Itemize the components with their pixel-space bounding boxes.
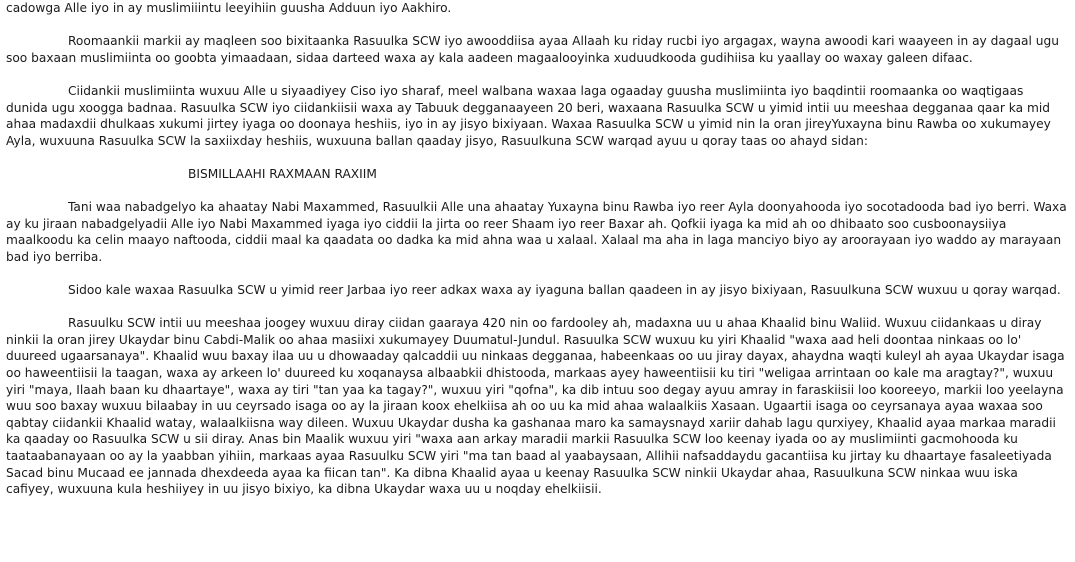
bismillah-heading: BISMILLAAHI RAXMAAN RAXIIM [188,166,377,181]
paragraph-continuation: cadowga Alle iyo in ay muslimiiintu leeyihiin guusha Adduun iyo Aakhiro. [6,1,452,15]
paragraph-treaty-text: Tani waa nabadgelyo ka ahaatay Nabi Maxammed, Rasuulkii Alle una ahaatay Yuxayna binu Rawba iyo reer Ayla doonyahooda iyo socotadooda bad iyo berri. Waxa ay ku jiraan nabadgelyadii Alle iyo Nabi Maxammed iyaga iyo ciddii la jirta oo reer Shaam iyo reer Baxar ah. Qofkii iyaga ka mid ah oo dhibaato soo cusboonaysiiya maalkoodu ka celin maayo naftooda, ciddii maal ka qaadata oo dadka ka mid ahna waa u xalaal. Xalaal ma aha in laga manciyo biyo ay aroorayaan iyo waddo ay marayaan bad iyo berriba. [6,200,1067,264]
paragraph-romans: Roomaankii markii ay maqleen soo bixitaanka Rasuulka SCW iyo awooddiisa ayaa Allaah ku riday rucbi iyo argagax, wayna awoodi kari waayeen in ay dagaal ugu soo baxaan muslimiinta oo goobta yimaadaan, sidaa darteed waxa ay kala aadeen magaalooyinka xuduudkooda gudihiisa ku yaallay oo waxay galeen difaac. [6,34,1059,65]
paragraph-muslim-army: Ciidankii muslimiinta wuxuu Alle u siyaadiyey Ciso iyo sharaf, meel walbana waxaa laga ogaaday guusha muslimiinta iyo baqdintii roomaanka oo waqtigaas dunida ugu xoogga badnaa. Rasuulka SCW iyo ciidankiisii waxa ay Tabuuk degganaayeen 20 beri, waxaana Rasuulka SCW u yimid intii uu meeshaa degganaa qaar ka mid ahaa madaxdii dhulkaas xukumi jirtey iyaga oo doonaya heshiis, iyo in ay jisyo bixiyaan. Waxaa Rasuulka SCW u yimid nin la oran jireyYuxayna binu Rawba oo xukumayey Ayla, wuxuuna Rasuulka SCW la saxiixday heshiis, wuxuuna ballan qaaday jisyo, Rasuulkuna SCW warqad ayuu u qoray taas oo ahayd sidan: [6,83,1051,148]
paragraph-jarbaa: Sidoo kale waxaa Rasuulka SCW u yimid reer Jarbaa iyo reer adkax waxa ay iyaguna ballan qaadeen in ay jisyo bixiyaan, Rasuulkuna SCW wuxuu u qoray warqad. [68,283,1061,298]
paragraph-ukaydar: Rasuulku SCW intii uu meeshaa joogey wuxuu diray ciidan gaaraya 420 nin oo fardooley ah, madaxna uu u ahaa Khaalid binu Waliid. Wuxuu ciidankaas u diray ninkii la oran jirey Ukaydar binu Cabdi-Malik oo ahaa masiixi xukumayey Duumatul-Jundul. Rasuulka SCW wuxuu ku yiri Khaalid "waxa aad heli doontaa ninkaas oo lo' duureed ugaarsanaya". Khaalid wuu baxay ilaa uu u dhowaaday qalcaddii uu ninkaas degganaa, habeenkaas oo uu jiray dayax, ahaydna waqti kuleyl ah ayaa Ukaydar isaga oo haweentiisii la taagan, waxa ay arkeen lo' duureed ku xoqanaysa albaabkii dhistooda, markaas ayey haweentiisii ku tiri "weligaa arrintaan oo kale ma aragtay?", wuxuu yiri "maya, Ilaah baan ku dhaartaye", waxa ay tiri "tan yaa ka tagay?", wuxuu yiri "qofna", ka dib intuu soo degay ayuu amray in faraskiisii loo kooreeyo, markii loo yeelayna wuu soo baxay wuxuu bilaabay in uu ceyrsado isaga oo ay la jiraan koox ehelkiisa ah oo uu ka mid ahaa walaalkiis Xasaan. Ugaartii isaga oo ceyrsanaya ayaa waxaa soo qabtay ciidankii Khaalid watay, walaalkiisna way dileen. Wuxuu Ukaydar dusha ka gashanaa maro ka samaysnayd xariir dahab lagu qurxiyey, Khaalid ayaa markaa maradii ka qaaday oo Rasuulka SCW u sii diray. Anas bin Maalik wuxuu yiri "waxa aan arkay maradii markii Rasuulka SCW loo keenay iyada oo ay muslimiinti gacmohooda ku taataabanayaan oo ay la yaabban yihiin, markaas ayaa Rasuulku SCW yiri "ma tan baad al yaabaysaan, Allihii nafsaddaydu gacantiisa ku jirtay ku dhaartaye fasaleetiyada Sacad binu Mucaad ee jannada dhexdeeda ayaa ka fiican tan". Ka dibna Khaalid ayaa u keenay Rasuulka SCW ninkii Ukaydar ahaa, Rasuulkuna SCW ninkaa wuu iska cafiyey, wuxuuna kula heshiiyey in uu jisyo bixiyo, ka dibna Ukaydar waxa uu u noqday ehelkiisii. [6,316,1065,497]
